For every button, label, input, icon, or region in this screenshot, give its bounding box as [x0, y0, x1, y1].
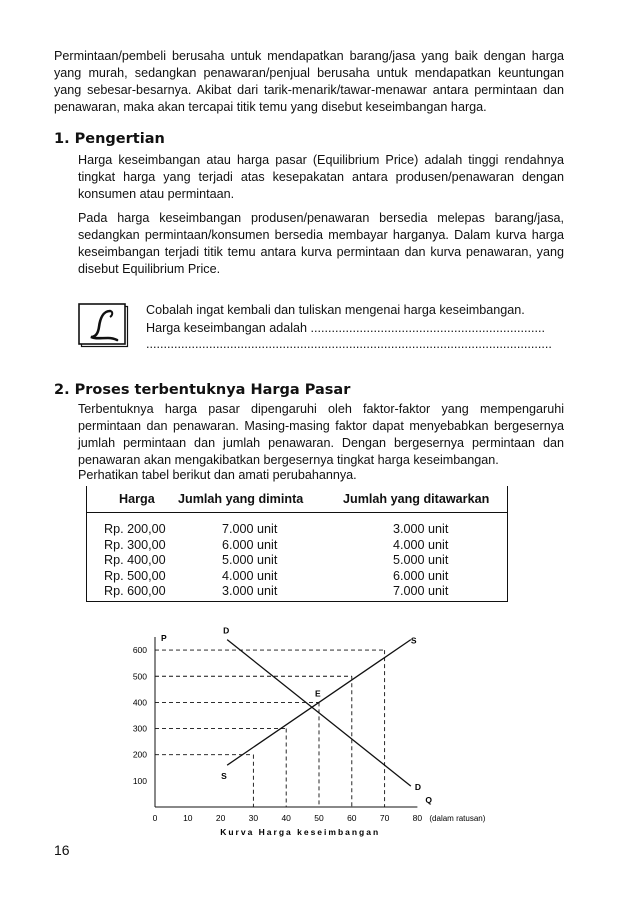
y-axis-label: P: [161, 633, 167, 644]
page-number: 16: [54, 842, 70, 858]
section-2-paragraph: Terbentuknya harga pasar dipengaruhi oleh faktor-faktor yang mempengaruhi permintaan dan penawaran. Masing-masing faktor dapat menyebabkan bergesernya jumlah permintaan dan jumlah penawaran. Dengan bergesernya permintaan dan penawaran akan mengakibatkan bergesernya tingkat harga keseimbangan.: [78, 402, 564, 467]
y-tick-label: 600: [132, 645, 147, 656]
curve-label-start: S: [221, 771, 227, 782]
note-answer-line-2: ....................................................................................................................: [146, 337, 552, 351]
note-icon: [78, 303, 128, 347]
x-axis-label: Q: [425, 795, 433, 805]
section-2-heading: 2. Proses terbentuknya Harga Pasar: [54, 382, 351, 398]
section-1-paragraph-2: Pada harga keseimbangan produsen/penawaran bersedia melepas barang/jasa, sedangkan permintaan/konsumen bersedia membayar harganya. Dalam kurva harga keseimbangan terjadi titik temu antara kurva permintaan dan kurva penawaran, yang disebut Equilibrium Price.: [78, 211, 564, 276]
x-tick-label: 20: [215, 813, 226, 823]
table-header-demanded: Jumlah yang diminta: [178, 492, 304, 506]
x-tick-label: 30: [248, 813, 259, 823]
x-tick-label: 10: [183, 813, 193, 823]
y-tick-label: 500: [132, 671, 147, 682]
x-tick-label: 0: [152, 813, 158, 823]
y-tick-label: 400: [132, 697, 147, 708]
y-tick-label: 300: [132, 723, 147, 734]
curve-label-end: S: [410, 635, 417, 646]
note-prompt: Cobalah ingat kembali dan tuliskan mengenai harga keseimbangan.: [146, 303, 525, 317]
x-tick-label: 80: [412, 813, 423, 823]
section-1-paragraph-1: Harga keseimbangan atau harga pasar (Equilibrium Price) adalah tinggi rendahnya tingkat harga yang terjadi atas kesepakatan antara produsen/penawaran dengan konsumen atau permintaan.: [78, 153, 564, 201]
table-column-price: Rp. 200,00 Rp. 300,00 Rp. 400,00 Rp. 500,00 Rp. 600,00: [104, 522, 166, 599]
chart-title: Kurva Harga keseimbangan: [220, 827, 381, 837]
table-header-price: Harga: [119, 492, 155, 506]
x-tick-label: 60: [347, 813, 357, 823]
x-tick-label: 40: [281, 813, 291, 823]
curve-d: [227, 640, 411, 786]
curve-label-end: D: [414, 782, 421, 793]
x-tick-label: 50: [314, 813, 324, 823]
table-column-demanded: 7.000 unit 6.000 unit 5.000 unit 4.000 unit 3.000 unit: [222, 522, 278, 599]
table-column-supplied: 3.000 unit 4.000 unit 5.000 unit 6.000 unit 7.000 unit: [393, 522, 449, 599]
section-2-instruction: Perhatikan tabel berikut dan amati perubahannya.: [78, 468, 357, 482]
x-tick-label: 70: [379, 813, 390, 823]
table-header-rule: [86, 512, 508, 513]
note-answer-line-1: Harga keseimbangan adalah ...................................................................: [146, 321, 545, 335]
equilibrium-chart: [100, 620, 500, 840]
y-tick-label: 200: [132, 749, 147, 760]
curve-label-start: D: [223, 625, 230, 636]
table-header-supplied: Jumlah yang ditawarkan: [343, 492, 490, 506]
intro-paragraph: Permintaan/pembeli berusaha untuk mendapatkan barang/jasa yang baik dengan harga yang murah, sedangkan penawaran/penjual berusaha untuk mendapatkan keuntungan yang sebesar-besarnya. Akibat dari tarik-menarik/tawar-menawar antara permintaan dan penawaran, maka akan tercapai titik temu yang disebut keseimbangan harga.: [54, 49, 564, 114]
section-1-heading: 1. Pengertian: [54, 131, 165, 147]
x-axis-unit: (dalam ratusan): [429, 814, 486, 823]
equilibrium-label: E: [315, 688, 321, 699]
y-tick-label: 100: [132, 775, 147, 786]
